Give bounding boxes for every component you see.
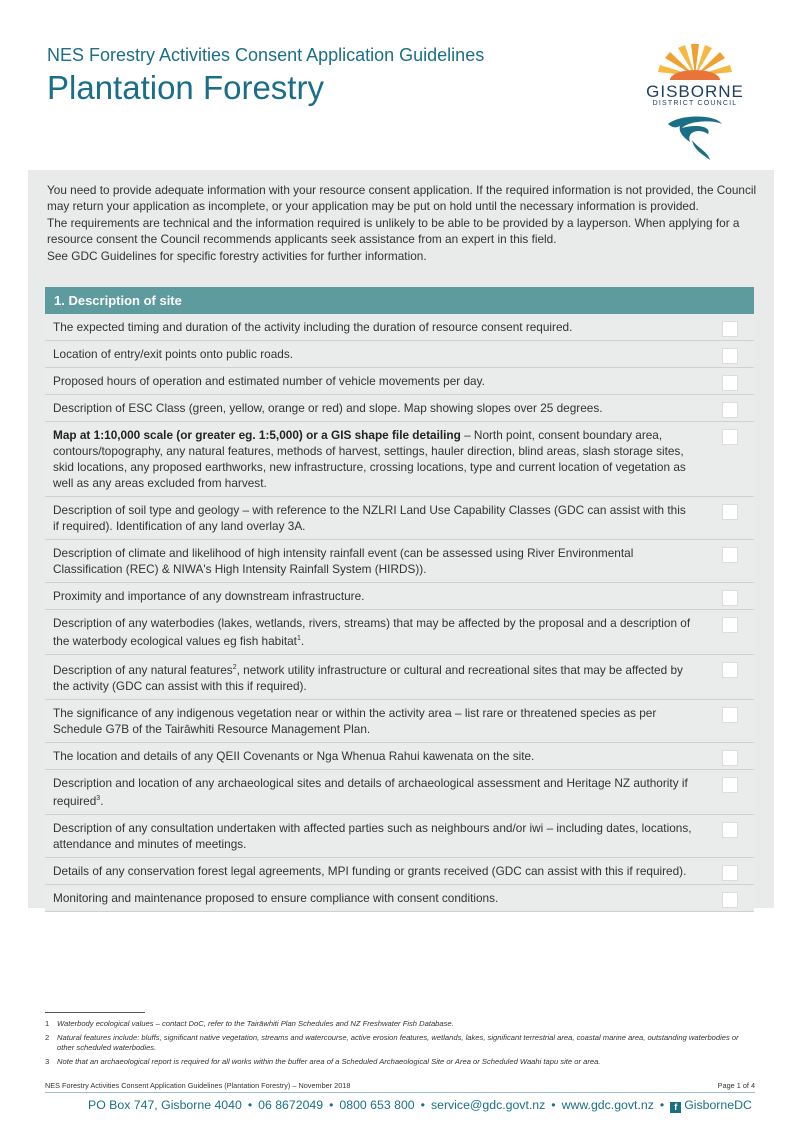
footer-document-title: NES Forestry Activities Consent Application Guidelines (Plantation Forestry) – November 2018 — [45, 1081, 351, 1090]
footnote — [45, 1057, 745, 1067]
checklist-item-text: Proposed hours of operation and estimated number of vehicle movements per day. — [53, 374, 485, 388]
intro-paragraph: The requirements are technical and the information required is unlikely to be able to be provided by a layperson. When applying for a resource consent the Council recommends applicants seek assistance from an expert in this field. — [47, 216, 740, 246]
checklist-item-text: Details of any conservation forest legal agreements, MPI funding or grants received (GDC can assist with this if required). — [53, 863, 687, 878]
checklist-row — [45, 583, 754, 610]
footnote-text: Waterbody ecological values – contact DoC, refer to the Tairāwhiti Plan Schedules and NZ Freshwater Fish Database. — [57, 1019, 454, 1028]
sun-rays-icon — [658, 44, 732, 80]
intro-paragraph: You need to provide adequate information with your resource consent application. If the required information is not provided, the Council may return your application as incomplete, or your application may be put on hold until the necessary information is provided. — [47, 183, 757, 213]
checklist-item-text: Monitoring and maintenance proposed to ensure compliance with consent conditions. — [53, 890, 499, 905]
footnote-text: Natural features include: bluffs, significant native vegetation, streams and watercourse, active erosion features, wetlands, lakes, significant terrestrial area, coastal marine area, outstanding waterbodies or other scheduled waterbodies. — [57, 1033, 739, 1052]
page-title: Plantation Forestry — [47, 69, 324, 106]
checklist-checkbox[interactable] — [722, 750, 738, 766]
page-header — [47, 44, 647, 108]
checklist-item-text: The significance of any indigenous vegetation near or within the activity area – list rare or threatened species as per Schedule G7B of the Tairāwhiti Resource Management Plan. — [53, 705, 657, 736]
checklist-checkbox[interactable] — [722, 429, 738, 445]
checklist-row — [45, 858, 754, 885]
footnote-text: Note that an archaeological report is required for all works within the buffer area of a Scheduled Archaeological Site or Area or Scheduled Waahi tapu site or area. — [57, 1057, 601, 1066]
checklist-checkbox[interactable] — [722, 865, 738, 881]
checklist-item-text: The expected timing and duration of the activity including the duration of resource consent required. — [53, 320, 573, 334]
footnote — [45, 1033, 745, 1053]
checklist-checkbox[interactable] — [722, 547, 738, 563]
checklist-row — [45, 497, 754, 540]
contact-bar — [88, 1098, 768, 1113]
checklist — [45, 314, 754, 912]
checklist-item-text: The location and details of any QEII Covenants or Nga Whenua Rahui kawenata on the site. — [53, 748, 535, 763]
footnote-reference: 1 — [296, 635, 301, 642]
checklist-row — [45, 655, 754, 700]
contact-facebook-link[interactable]: f GisborneDC — [670, 1098, 752, 1112]
checklist-checkbox[interactable] — [722, 321, 738, 337]
footnote-number: 2 — [45, 1033, 50, 1042]
contact-phone: 06 8672049 — [258, 1098, 324, 1112]
checklist-checkbox[interactable] — [722, 617, 738, 633]
checklist-checkbox[interactable] — [722, 822, 738, 838]
checklist-item-text: Description of ESC Class (green, yellow, orange or red) and slope. Map showing slopes over 25 degrees. — [53, 401, 603, 415]
checklist-row — [45, 700, 754, 743]
contact-email-link[interactable]: service@gdc.govt.nz — [430, 1098, 546, 1112]
checklist-item-text: Description of any consultation undertaken with affected parties such as neighbours and/or iwi – including dates, locations, attendance and minutes of meetings. — [53, 820, 692, 851]
checklist-row — [45, 743, 754, 770]
checklist-checkbox[interactable] — [722, 402, 738, 418]
checklist-checkbox[interactable] — [722, 777, 738, 793]
checklist-row — [45, 314, 754, 341]
checklist-item-text: Proximity and importance of any downstream infrastructure. — [53, 589, 365, 603]
checklist-row — [45, 422, 754, 497]
footnote-reference: 2 — [232, 663, 237, 671]
checklist-item-text: Location of entry/exit points onto public roads. — [53, 347, 294, 361]
contact-separator: • — [420, 1098, 425, 1112]
contact-website-link[interactable]: www.gdc.govt.nz — [561, 1098, 654, 1112]
contact-separator: • — [659, 1098, 665, 1112]
document-subtitle: NES Forestry Activities Consent Application Guidelines — [47, 45, 485, 65]
checklist-row — [45, 815, 754, 858]
checklist-item-text: Description of climate and likelihood of high intensity rainfall event (can be assessed using River Environmental Classification (REC) & NIWA's High Intensity Rainfall System (HIRDS)). — [53, 546, 634, 576]
checklist-item-text: Map at 1:10,000 scale (or greater eg. 1:5,000) or a GIS shape file detailing – North point, consent boundary area, contours/topography, any natural features, methods of harvest, settings, hauler direction, blind areas, slash storage sites, skid locations, any proposed earthworks, new infrastructure, crossing locations, type and current location of vegetation as well as any areas excluded from harvest. — [53, 428, 686, 490]
footer-divider — [45, 1092, 755, 1093]
checklist-item-text: Description of any natural features$^2$, network utility infrastructure or cultural and recreational sites that may be affected by the activity (GDC can assist with this if required). — [53, 662, 683, 693]
contact-separator: • — [247, 1098, 253, 1112]
checklist-item-text: Description of soil type and geology – with reference to the NZLRI Land Use Capability Classes (GDC can assist with this if required). Identification of any land overlay 3A. — [53, 503, 686, 533]
checklist-row — [45, 341, 754, 368]
checklist-row — [45, 395, 754, 422]
intro-paragraph: See GDC Guidelines for specific forestry activities for further information. — [47, 249, 427, 264]
section-header — [45, 287, 754, 314]
logo-subtitle: DISTRICT COUNCIL — [652, 100, 738, 107]
checklist-row — [45, 368, 754, 395]
checklist-row — [45, 540, 754, 583]
footnote-number: 3 — [45, 1057, 50, 1066]
intro-text — [47, 183, 757, 267]
footnote-number: 1 — [45, 1019, 50, 1028]
footnote-reference: 3 — [96, 794, 101, 802]
checklist-checkbox[interactable] — [722, 892, 738, 908]
footnotes — [45, 1019, 745, 1071]
checklist-item-emphasis: Map at 1:10,000 scale (or greater eg. 1:5,000) or a GIS shape file detailing — [53, 428, 461, 442]
checklist-checkbox[interactable] — [722, 348, 738, 364]
checklist-checkbox[interactable] — [722, 590, 738, 606]
checklist-item-text: Description and location of any archaeological sites and details of archaeological assessment and Heritage NZ authority if required$^3$. — [53, 775, 688, 808]
contact-freephone: 0800 653 800 — [339, 1098, 415, 1112]
logo-name: GISBORNE — [646, 82, 744, 101]
checklist-checkbox[interactable] — [722, 662, 738, 678]
checklist-checkbox[interactable] — [722, 375, 738, 391]
checklist-row — [45, 885, 754, 912]
checklist-checkbox[interactable] — [722, 504, 738, 520]
contact-address: PO Box 747, Gisborne 4040 — [88, 1098, 242, 1112]
footnote — [45, 1019, 745, 1029]
checklist-checkbox[interactable] — [722, 707, 738, 723]
facebook-icon: f — [670, 1102, 681, 1113]
section-title: 1. Description of site — [54, 293, 182, 308]
checklist-item-text: Description of any waterbodies (lakes, wetlands, rivers, streams) that may be affected by the proposal and a description of the waterbody ecological values eg fish habitat$^1$. — [53, 616, 691, 648]
checklist-row — [45, 610, 754, 655]
footer-meta — [45, 1081, 755, 1090]
contact-separator: • — [329, 1098, 334, 1112]
wave-icon — [668, 117, 722, 161]
contact-separator: • — [551, 1098, 556, 1112]
page-number: Page 1 of 4 — [717, 1081, 755, 1090]
footnote-divider — [45, 1012, 145, 1013]
checklist-row — [45, 770, 754, 815]
